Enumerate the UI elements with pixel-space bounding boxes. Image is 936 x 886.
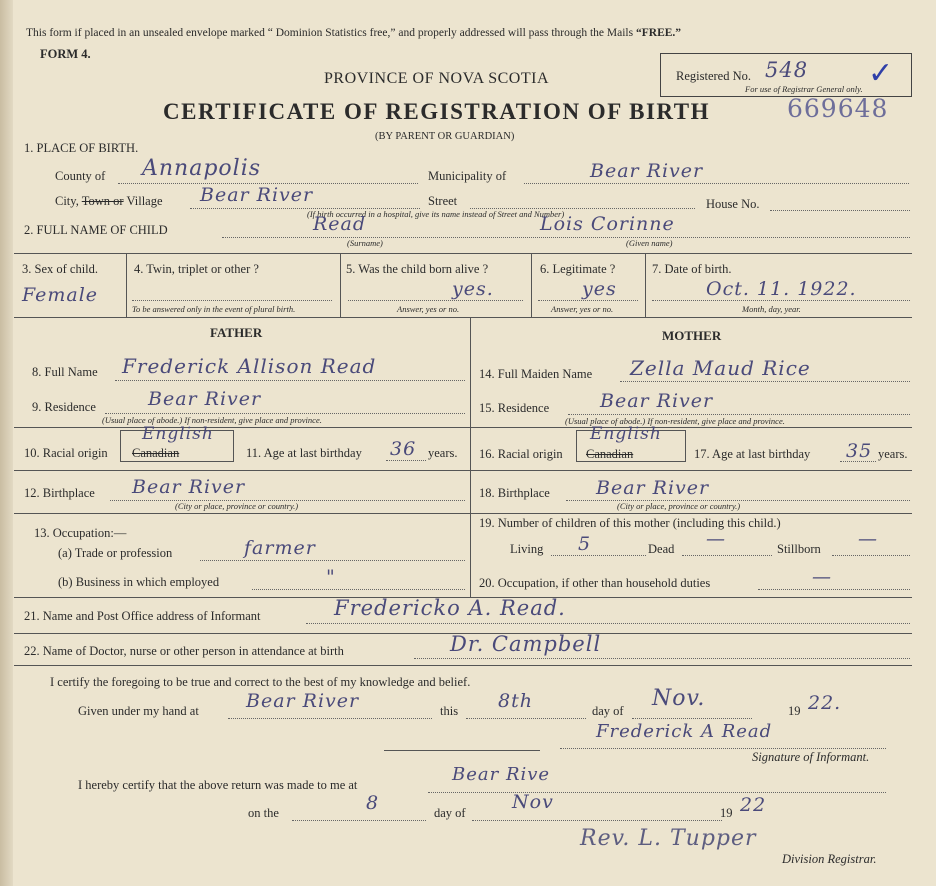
mother-racial-struck: Canadian <box>586 447 634 461</box>
legitimate-label: 6. Legitimate ? <box>540 262 616 276</box>
hereby-place-value: Bear Rive <box>452 764 551 785</box>
child-surname: Read <box>313 213 367 235</box>
doctor-value: Dr. Campbell <box>450 632 602 656</box>
dead-label: Dead <box>648 542 675 556</box>
year-prefix-2: 19 <box>720 806 733 820</box>
father-birthplace-label: 12. Birthplace <box>24 486 95 500</box>
stillborn-label: Stillborn <box>777 542 821 556</box>
informant-value: Fredericko A. Read. <box>334 596 566 620</box>
father-birthplace-value: Bear River <box>132 476 246 498</box>
place-of-birth-heading: 1. PLACE OF BIRTH. <box>24 141 139 155</box>
on-the-label: on the <box>248 806 279 820</box>
father-name-value: Frederick Allison Read <box>122 354 377 378</box>
legitimate-answer-note: Answer, yes or no. <box>551 304 614 314</box>
county-value: Annapolis <box>142 156 262 181</box>
certify-text: I certify the foregoing to be true and correct to the best of my knowledge and belief. <box>50 675 471 689</box>
city-label-struck: Town or <box>81 194 124 208</box>
mother-residence-value: Bear River <box>600 390 714 412</box>
city-label <box>55 194 163 209</box>
city-label-b: Village <box>123 194 163 208</box>
surname-caption: (Surname) <box>347 238 383 248</box>
father-racial-value: English <box>142 424 214 444</box>
father-age-label: 11. Age at last birthday <box>246 446 362 460</box>
year-prefix: 19 <box>788 704 801 718</box>
postal-notice-free: “FREE.” <box>635 27 682 39</box>
mother-birthplace-value: Bear River <box>596 477 710 499</box>
dob-label: 7. Date of birth. <box>652 262 732 276</box>
county-label: County of <box>55 169 106 183</box>
registrar-use-note: For use of Registrar General only. <box>745 84 863 94</box>
sex-value: Female <box>22 284 99 306</box>
living-label: Living <box>510 542 544 556</box>
municipality-label: Municipality of <box>428 169 507 183</box>
father-racial-struck: Canadian <box>132 446 180 460</box>
postal-notice-text: This form if placed in an unsealed envelope marked “ Dominion Statistics free,” and properly addressed will pass through the Mails <box>26 27 636 39</box>
street-label: Street <box>428 194 458 208</box>
mother-name-value: Zella Maud Rice <box>630 356 811 380</box>
trade-label: (a) Trade or profession <box>58 546 173 560</box>
province-title: PROVINCE OF NOVA SCOTIA <box>324 70 550 87</box>
mother-heading: MOTHER <box>662 328 722 343</box>
registered-label: Registered No. <box>676 69 751 83</box>
alive-value: yes. <box>452 278 494 300</box>
father-abode-note: (Usual place of abode.) If non-resident, give place and province. <box>102 415 322 425</box>
child-given-name: Lois Corinne <box>540 213 675 235</box>
on-month-value: Nov <box>512 791 554 813</box>
mother-birthplace-label: 18. Birthplace <box>479 486 550 500</box>
doctor-label: 22. Name of Doctor, nurse or other person in attendance at birth <box>24 644 344 658</box>
trade-value: farmer <box>244 537 316 559</box>
father-city-note: (City or place, province or country.) <box>175 501 299 511</box>
city-value: Bear River <box>200 184 314 206</box>
legitimate-value: yes <box>582 278 617 300</box>
registration-stamp-number: 669648 <box>787 94 889 123</box>
alive-answer-note: Answer, yes or no. <box>397 304 460 314</box>
day-of-label-2: day of <box>434 806 466 820</box>
business-value: " <box>326 566 336 588</box>
mother-age-years: years. <box>878 447 908 461</box>
day-of-label: day of <box>592 704 624 718</box>
dead-value: — <box>706 528 726 550</box>
mother-occupation-value: — <box>812 566 832 588</box>
mother-abode-note: (Usual place of abode.) If non-resident, give place and province. <box>565 416 785 426</box>
on-day-value: 8 <box>366 792 380 814</box>
signature-caption: Signature of Informant. <box>752 750 870 764</box>
business-label: (b) Business in which employed <box>58 575 220 589</box>
registered-number: 548 <box>765 58 809 82</box>
sex-label: 3. Sex of child. <box>22 262 99 276</box>
check-mark-icon: ✓ <box>868 56 894 91</box>
occupation-label: 13. Occupation:— <box>34 526 127 540</box>
father-residence-label: 9. Residence <box>32 400 96 414</box>
hospital-note: (If birth occurred in a hospital, give its name instead of Street and Number) <box>307 209 565 219</box>
certificate-title: CERTIFICATE OF REGISTRATION OF BIRTH <box>163 99 710 124</box>
alive-label: 5. Was the child born alive ? <box>346 262 489 276</box>
father-age-years: years. <box>428 446 458 460</box>
mother-racial-value: English <box>590 424 662 444</box>
registrar-signature: Rev. L. Tupper <box>580 826 757 851</box>
given-place-value: Bear River <box>246 690 360 712</box>
father-racial-label: 10. Racial origin <box>24 446 108 460</box>
year-value-2: 22 <box>740 794 767 816</box>
page-edge <box>0 0 13 886</box>
mother-occupation-label: 20. Occupation, if other than household duties <box>479 576 711 590</box>
given-caption: (Given name) <box>626 238 673 248</box>
year-value: 22. <box>808 692 842 714</box>
twin-label: 4. Twin, triplet or other ? <box>134 262 259 276</box>
given-month-value: Nov. <box>652 686 706 711</box>
father-residence-value: Bear River <box>148 388 262 410</box>
form-number: FORM 4. <box>40 47 91 61</box>
child-name-label: 2. FULL NAME OF CHILD <box>24 223 168 237</box>
given-day-value: 8th <box>498 690 533 712</box>
this-label: this <box>440 704 459 718</box>
stillborn-value: — <box>858 528 878 550</box>
city-label-a: City, <box>55 194 82 208</box>
dob-value: Oct. 11. 1922. <box>706 278 857 300</box>
certificate-subtitle: (BY PARENT OR GUARDIAN) <box>375 131 515 142</box>
father-name-label: 8. Full Name <box>32 365 98 379</box>
living-value: 5 <box>578 533 592 555</box>
municipality-value: Bear River <box>590 160 704 182</box>
mother-city-note: (City or place, province or country.) <box>617 501 741 511</box>
informant-label: 21. Name and Post Office address of Informant <box>24 609 261 623</box>
mother-age-value: 35 <box>846 440 873 462</box>
mother-racial-label: 16. Racial origin <box>479 447 563 461</box>
house-label: House No. <box>706 197 760 211</box>
hereby-text: I hereby certify that the above return was made to me at <box>78 778 358 792</box>
father-heading: FATHER <box>210 325 263 340</box>
children-label: 19. Number of children of this mother (including this child.) <box>479 516 781 530</box>
given-label: Given under my hand at <box>78 704 199 718</box>
postal-notice <box>26 27 681 39</box>
twin-note: To be answered only in the event of plural birth. <box>132 304 296 314</box>
mother-age-label: 17. Age at last birthday <box>694 447 811 461</box>
registrar-caption: Division Registrar. <box>782 852 877 866</box>
dob-note: Month, day, year. <box>742 304 801 314</box>
mother-name-label: 14. Full Maiden Name <box>479 367 593 381</box>
mother-residence-label: 15. Residence <box>479 401 550 415</box>
informant-signature: Frederick A Read <box>596 721 773 742</box>
father-age-value: 36 <box>390 438 417 460</box>
